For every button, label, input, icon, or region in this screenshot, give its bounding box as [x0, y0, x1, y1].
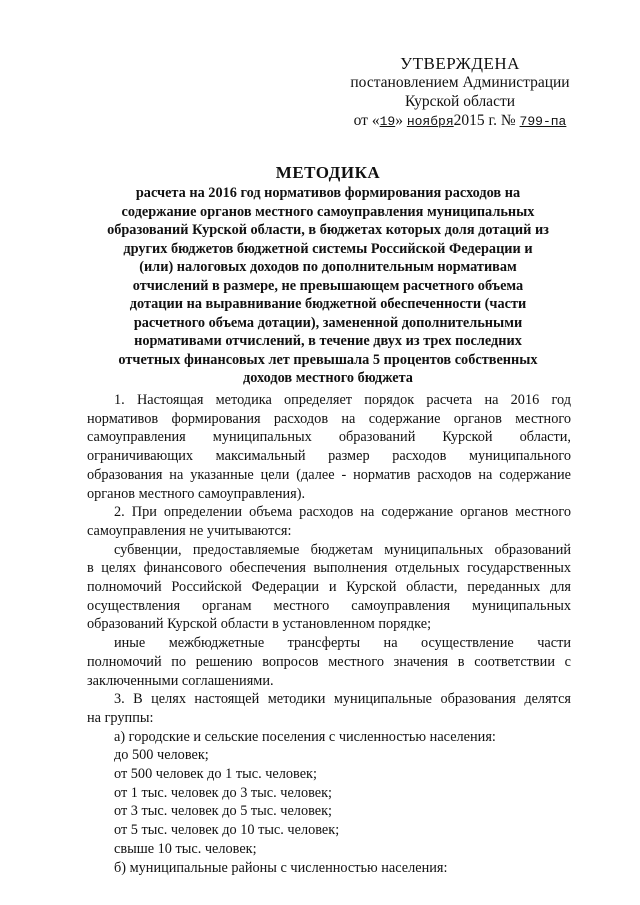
- subtitle-line: отчетных финансовых лет превышала 5 процентов собственных: [118, 351, 538, 368]
- body-line: 3. В целях настоящей методики муниципальные образования делятся: [114, 691, 571, 708]
- document-subtitle: [78, 184, 578, 388]
- subtitle-line: (или) налоговых доходов по дополнительным нормативам: [139, 259, 517, 275]
- subtitle-line: содержание органов местного самоуправления муниципальных: [121, 203, 535, 220]
- approval-stamp: [300, 54, 620, 131]
- subtitle-line: нормативами отчислений, в течение двух из трех последних: [134, 333, 522, 349]
- body-line: а) городские и сельские поселения с численностью населения:: [114, 728, 496, 745]
- approved-label: УТВЕРЖДЕНА: [400, 54, 520, 73]
- subtitle-line: расчетного объема дотации), замененной дополнительными: [133, 314, 523, 331]
- approval-date-line: [300, 111, 620, 131]
- body-line: на группы:: [87, 709, 154, 726]
- body-line: от 500 человек до 1 тыс. человек;: [114, 766, 317, 783]
- subtitle-line: образований Курской области, в бюджетах которых доля дотаций из: [107, 222, 549, 238]
- subtitle-line: других бюджетов бюджетной системы Российской Федерации и: [123, 240, 533, 257]
- body-line: самоуправления не учитываются:: [87, 522, 292, 539]
- subtitle-line: дотации на выравнивание бюджетной обеспеченности (части: [129, 296, 527, 312]
- body-line: 1. Настоящая методика определяет порядок расчета на 2016 год: [114, 392, 571, 408]
- body-line: заключенными соглашениями.: [87, 672, 274, 689]
- subtitle-line: доходов местного бюджета: [243, 370, 413, 386]
- body-line: в целях финансового обеспечения выполнения отдельных государственных: [87, 560, 571, 577]
- body-line: образования на указанные цели (далее - норматив расходов на содержание: [87, 466, 571, 483]
- body-line: ограничивающих максимальный размер расходов муниципального: [87, 448, 571, 465]
- body-line: осуществления органам местного самоуправления муниципальных: [87, 597, 571, 614]
- date-year: 2015 г. №: [453, 112, 520, 129]
- body-line: полномочий Российской Федерации и Курской области, переданных для: [87, 579, 571, 596]
- body-line: от 3 тыс. человек до 5 тыс. человек;: [114, 803, 333, 820]
- body-line: от 5 тыс. человек до 10 тыс. человек;: [114, 822, 340, 839]
- body-line: самоуправления муниципальных образований Курской области,: [87, 429, 571, 446]
- approval-decree-line: постановлением Администрации: [350, 74, 570, 91]
- body-line: свыше 10 тыс. человек;: [114, 840, 257, 857]
- document-body: [87, 391, 571, 877]
- subtitle-line: расчета на 2016 год нормативов формирования расходов на: [135, 185, 521, 201]
- body-line: полномочий по решению вопросов местного значения в соответствии с: [87, 653, 571, 670]
- body-line: до 500 человек;: [114, 747, 209, 764]
- date-month: ноября: [406, 114, 454, 129]
- body-line: 2. При определении объема расходов на содержание органов местного: [114, 504, 571, 521]
- body-line: субвенции, предоставляемые бюджетам муниципальных образований: [114, 541, 571, 558]
- body-line: иные межбюджетные трансферты на осуществление части: [114, 635, 571, 652]
- subtitle-line: отчислений в размере, не превышающем расчетного объема: [132, 277, 524, 294]
- date-prefix: от «: [353, 112, 380, 129]
- approval-region-line: Курской области: [404, 93, 516, 110]
- body-line: от 1 тыс. человек до 3 тыс. человек;: [114, 784, 333, 801]
- body-line: б) муниципальные районы с численностью населения:: [114, 859, 448, 876]
- body-line: образований Курской области в установленном порядке;: [87, 616, 432, 633]
- decree-number: 799-па: [519, 114, 567, 129]
- document-title: МЕТОДИКА: [275, 163, 381, 182]
- body-line: органов местного самоуправления).: [87, 485, 306, 502]
- date-day: 19: [379, 114, 396, 129]
- body-line: нормативов формирования расходов на содержание органов местного: [87, 410, 571, 427]
- date-mid: »: [395, 112, 407, 129]
